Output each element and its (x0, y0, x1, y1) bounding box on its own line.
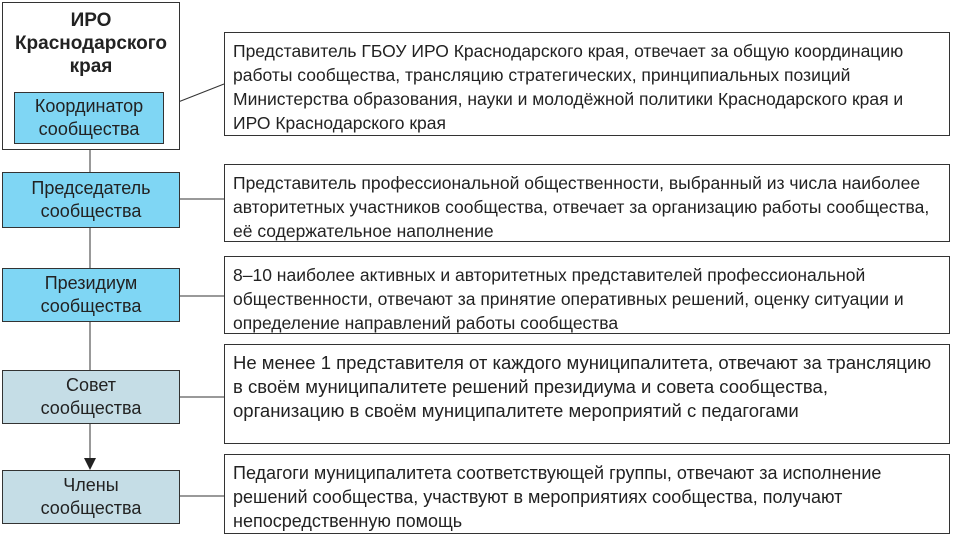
role-box-presidium: Президиум сообщества (2, 268, 180, 322)
description-presidium: 8–10 наиболее активных и авторитетных представителей профессиональной общественности, отвечают за принятие оперативных решений, оценку ситуации и определение направлений работы сообщества (224, 256, 950, 334)
role-box-council: Совет сообщества (2, 370, 180, 424)
description-members: Педагоги муниципалитета соответствующей группы, отвечают за исполнение решений сообщества, участвуют в мероприятиях сообщества, получают непосредственную помощь (224, 454, 950, 534)
org-name: ИРО Краснодарского края (14, 10, 168, 77)
description-coordinator: Представитель ГБОУ ИРО Краснодарского края, отвечает за общую координацию работы сообщества, трансляцию стратегических, принципиальных позиций Министерства образования, науки и молодёжной политики Краснодарского края и ИРО Краснодарского края (224, 32, 950, 136)
role-box-coordinator: Координатор сообщества (14, 92, 164, 144)
role-box-members: Члены сообщества (2, 470, 180, 524)
description-chairman: Представитель профессиональной общественности, выбранный из числа наиболее авторитетных участников сообщества, отвечает за организацию работы сообщества, её содержательное наполнение (224, 164, 950, 242)
role-box-chairman: Председатель сообщества (2, 172, 180, 228)
description-council: Не менее 1 представителя от каждого муниципалитета, отвечают за трансляцию в своём муниципалитете решений президиума и совета сообщества, организацию в своём муниципалитете мероприятий с педагогами (224, 344, 950, 444)
arrow-down-icon (84, 458, 96, 470)
